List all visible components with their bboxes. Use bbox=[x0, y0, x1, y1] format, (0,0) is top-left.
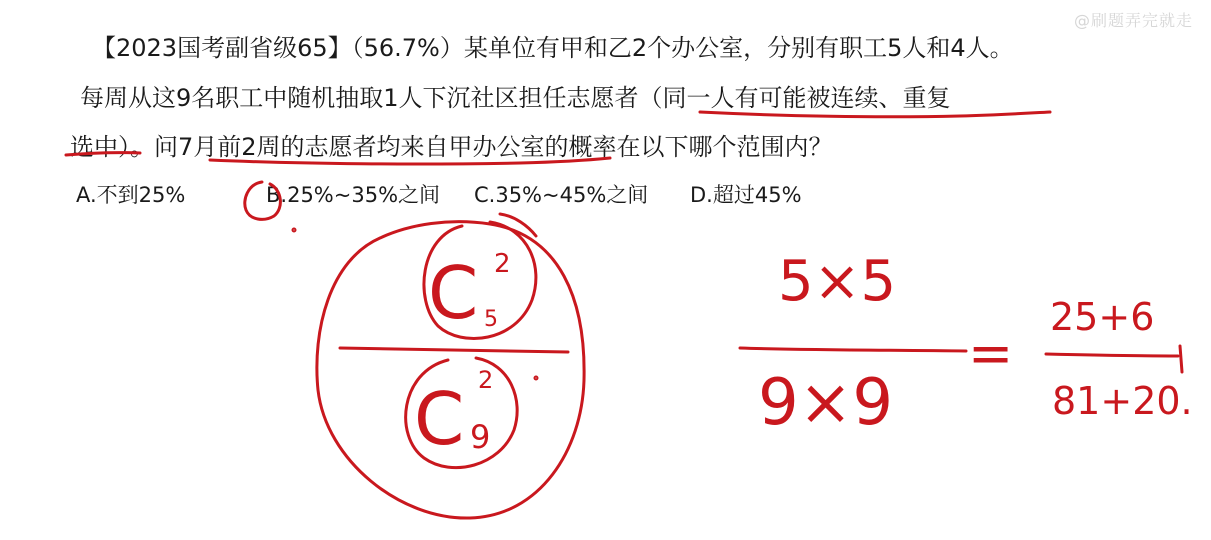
combination-bottom-sub: 9 bbox=[470, 418, 491, 456]
ink-dot-2 bbox=[535, 377, 537, 379]
combination-top-sub: 5 bbox=[484, 307, 498, 332]
fraction3-bar bbox=[1046, 354, 1178, 356]
question-line-1: 【2023国考副省级65】（56.7%）某单位有甲和乙2个办公室，分别有职工5人和4人。 bbox=[92, 34, 1014, 62]
combination-top-letter: C bbox=[428, 251, 479, 335]
watermark: @刷题弄完就走 bbox=[1073, 11, 1193, 30]
fraction3-bar-tick bbox=[1180, 346, 1182, 372]
combination-top-sup: 2 bbox=[494, 249, 511, 279]
question-line-2: 每周从这9名职工中随机抽取1人下沉社区担任志愿者（同一人有可能被连续、重复 bbox=[80, 84, 951, 112]
question-line-3: 选中）。问7月前2周的志愿者均来自甲办公室的概率在以下哪个范围内？ bbox=[70, 133, 833, 161]
combination-bottom-letter: C bbox=[414, 377, 465, 461]
fraction-bar-combination bbox=[340, 348, 568, 352]
fraction2-denominator: 9×9 bbox=[758, 366, 894, 440]
option-a[interactable]: A.不到25% bbox=[76, 183, 186, 207]
option-d[interactable]: D.超过45% bbox=[690, 183, 802, 207]
option-c[interactable]: C.35%~45%之间 bbox=[474, 183, 649, 207]
fraction2-numerator: 5×5 bbox=[778, 249, 897, 314]
underline-condition bbox=[210, 158, 610, 164]
underline-chosen bbox=[66, 153, 140, 155]
ink-dot bbox=[293, 229, 295, 231]
circle-option-b bbox=[245, 182, 281, 219]
fraction3-numerator: 25+6 bbox=[1050, 295, 1155, 339]
option-b[interactable]: B.25%~35%之间 bbox=[266, 183, 441, 207]
equals-sign: = bbox=[968, 322, 1014, 385]
combination-bottom-sup: 2 bbox=[478, 366, 494, 394]
underline-repeat-phrase bbox=[700, 112, 1050, 117]
fraction3-denominator: 81+20. bbox=[1052, 379, 1193, 423]
fraction2-bar bbox=[740, 348, 966, 351]
